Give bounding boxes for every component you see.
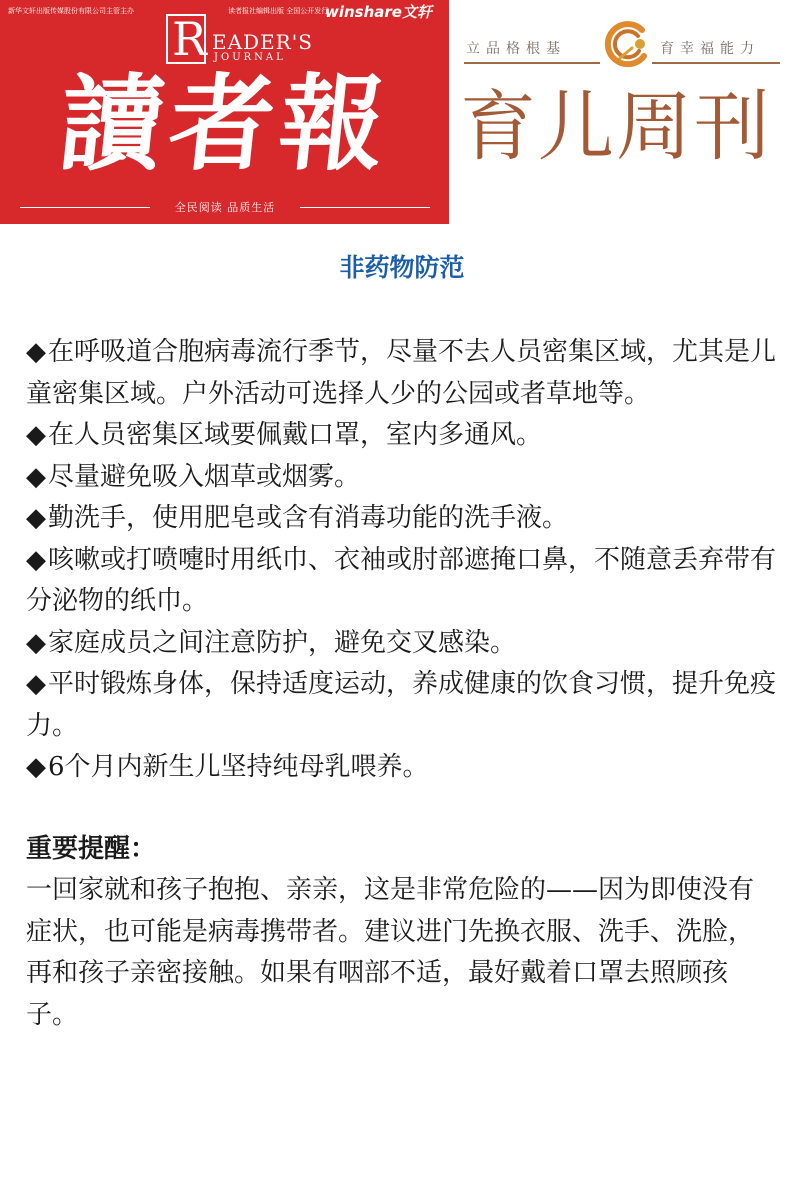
diamond-bullet-icon: ◆ [26,337,46,367]
list-item [26,332,778,415]
logo-initial: R [172,12,207,66]
motto-right: 育幸福能力 [660,41,760,57]
list-item-text: 在人员密集区域要佩戴口罩，室内多通风。 [48,420,543,450]
list-item-text: 6个月内新生儿坚持纯母乳喂养。 [48,752,429,782]
list-item [26,498,778,540]
diamond-bullet-icon: ◆ [26,503,46,533]
list-item-text: 平时锻炼身体，保持适度运动，养成健康的饮食习惯，提升免疫力。 [26,669,777,741]
list-item-text: 咳嗽或打喷嚏时用纸巾、衣袖或肘部遮掩口鼻，不随意丢弃带有分泌物的纸巾。 [26,544,777,616]
article [26,240,778,1036]
weekly-title: 育儿周刊 [460,82,772,171]
list-item-text: 家庭成员之间注意防护，避免交叉感染。 [48,627,517,658]
list-item [26,664,778,747]
list-item [26,747,778,789]
list-item-text: 在呼吸道合胞病毒流行季节，尽量不去人员密集区域，尤其是儿童密集区域。户外活动可选择人少的公园或者草地等。 [26,337,777,409]
diamond-bullet-icon: ◆ [26,544,46,575]
diamond-bullet-icon: ◆ [26,752,46,782]
logo-journal: JOURNAL [214,52,286,63]
diamond-bullet-icon: ◆ [26,669,46,699]
page-header [0,0,800,226]
reminder-heading: 重要提醒： [26,833,157,864]
list-item-text: 尽量避免吸入烟草或烟雾。 [48,461,361,492]
slogan-divider-right [300,207,430,208]
motto-rule-right [652,62,780,64]
prevention-list [26,332,778,789]
logo-text: EADER'S [212,30,313,54]
list-item [26,540,778,623]
readers-journal-masthead [0,0,449,224]
article-title: 非药物防范 [339,253,465,282]
list-item-text: 勤洗手，使用肥皂或含有消毒功能的洗手液。 [48,503,569,533]
diamond-bullet-icon: ◆ [26,420,46,450]
motto-rule-left [464,62,600,64]
diamond-bullet-icon: ◆ [26,461,46,492]
winshare-logo: winshare文轩 [325,3,432,21]
motto-left: 立品格根基 [466,41,566,57]
publisher-line: 新华文轩出版传媒股份有限公司主管主办 [8,7,134,15]
list-item [26,415,778,457]
important-reminder [26,829,778,1037]
masthead-title: 讀者報 [53,62,397,185]
diamond-bullet-icon: ◆ [26,627,46,658]
distribution-line: 读者报社编辑出版 全国公开发行 [228,7,329,15]
list-item [26,457,778,499]
parenting-weekly-banner [460,0,790,224]
slogan-text: 全民阅读 品质生活 [174,201,276,214]
list-item [26,623,778,665]
reminder-body: 一回家就和孩子抱抱、亲亲，这是非常危险的——因为即使没有症状，也可能是病毒携带者。建议进门先换衣服、洗手、洗脸，再和孩子亲密接触。如果有咽部不适，最好戴着口罩去照顾孩子。 [26,875,755,1030]
masthead-slogan [20,199,430,215]
sun-swirl-logo-icon [598,20,654,70]
